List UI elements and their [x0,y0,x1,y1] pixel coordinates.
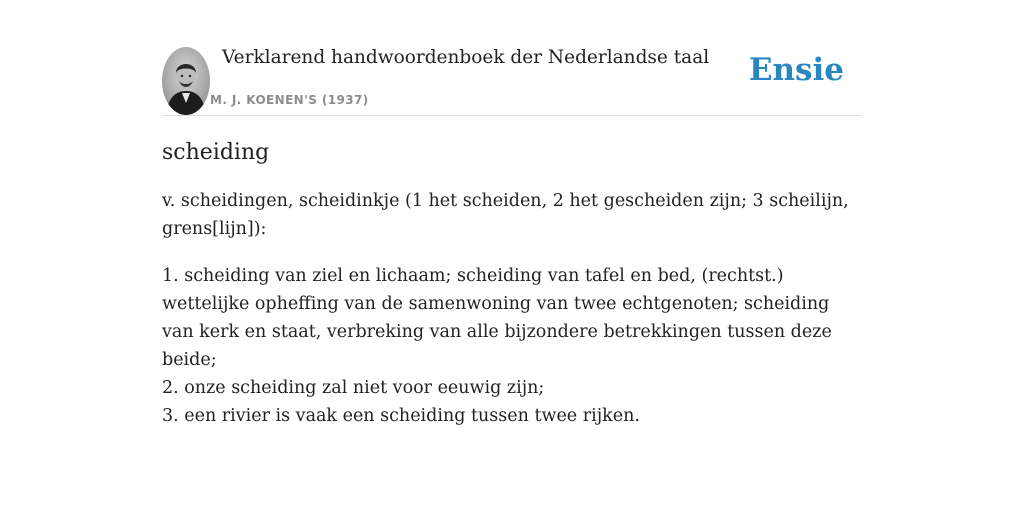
dictionary-header [162,40,862,116]
grammar-info: v. scheidingen, scheidinkje (1 het scheiden, 2 het gescheiden zijn; 3 scheilijn, grens[lijn]): [162,191,849,239]
sense-1: 1. scheiding van ziel en lichaam; scheiding van tafel en bed, (rechtst.) wettelijke opheffing van de samenwoning van twee echtgenoten; scheiding van kerk en staat, verbreking van alle bijzondere betrekkingen tussen deze beide; [162,266,832,370]
sense-3: 3. een rivier is vaak een scheiding tussen twee rijken. [162,406,640,426]
sense-list [162,262,862,430]
author-portrait [162,47,210,115]
ensie-logo-link[interactable]: Ensie [748,52,844,88]
sense-2: 2. onze scheiding zal niet voor eeuwig zijn; [162,378,545,398]
headword: scheiding [162,140,270,165]
author-label: M. J. KOENEN'S (1937) [210,93,369,107]
dictionary-page [162,40,862,430]
book-title: Verklarend handwoordenboek der Nederlandse taal [222,47,710,68]
